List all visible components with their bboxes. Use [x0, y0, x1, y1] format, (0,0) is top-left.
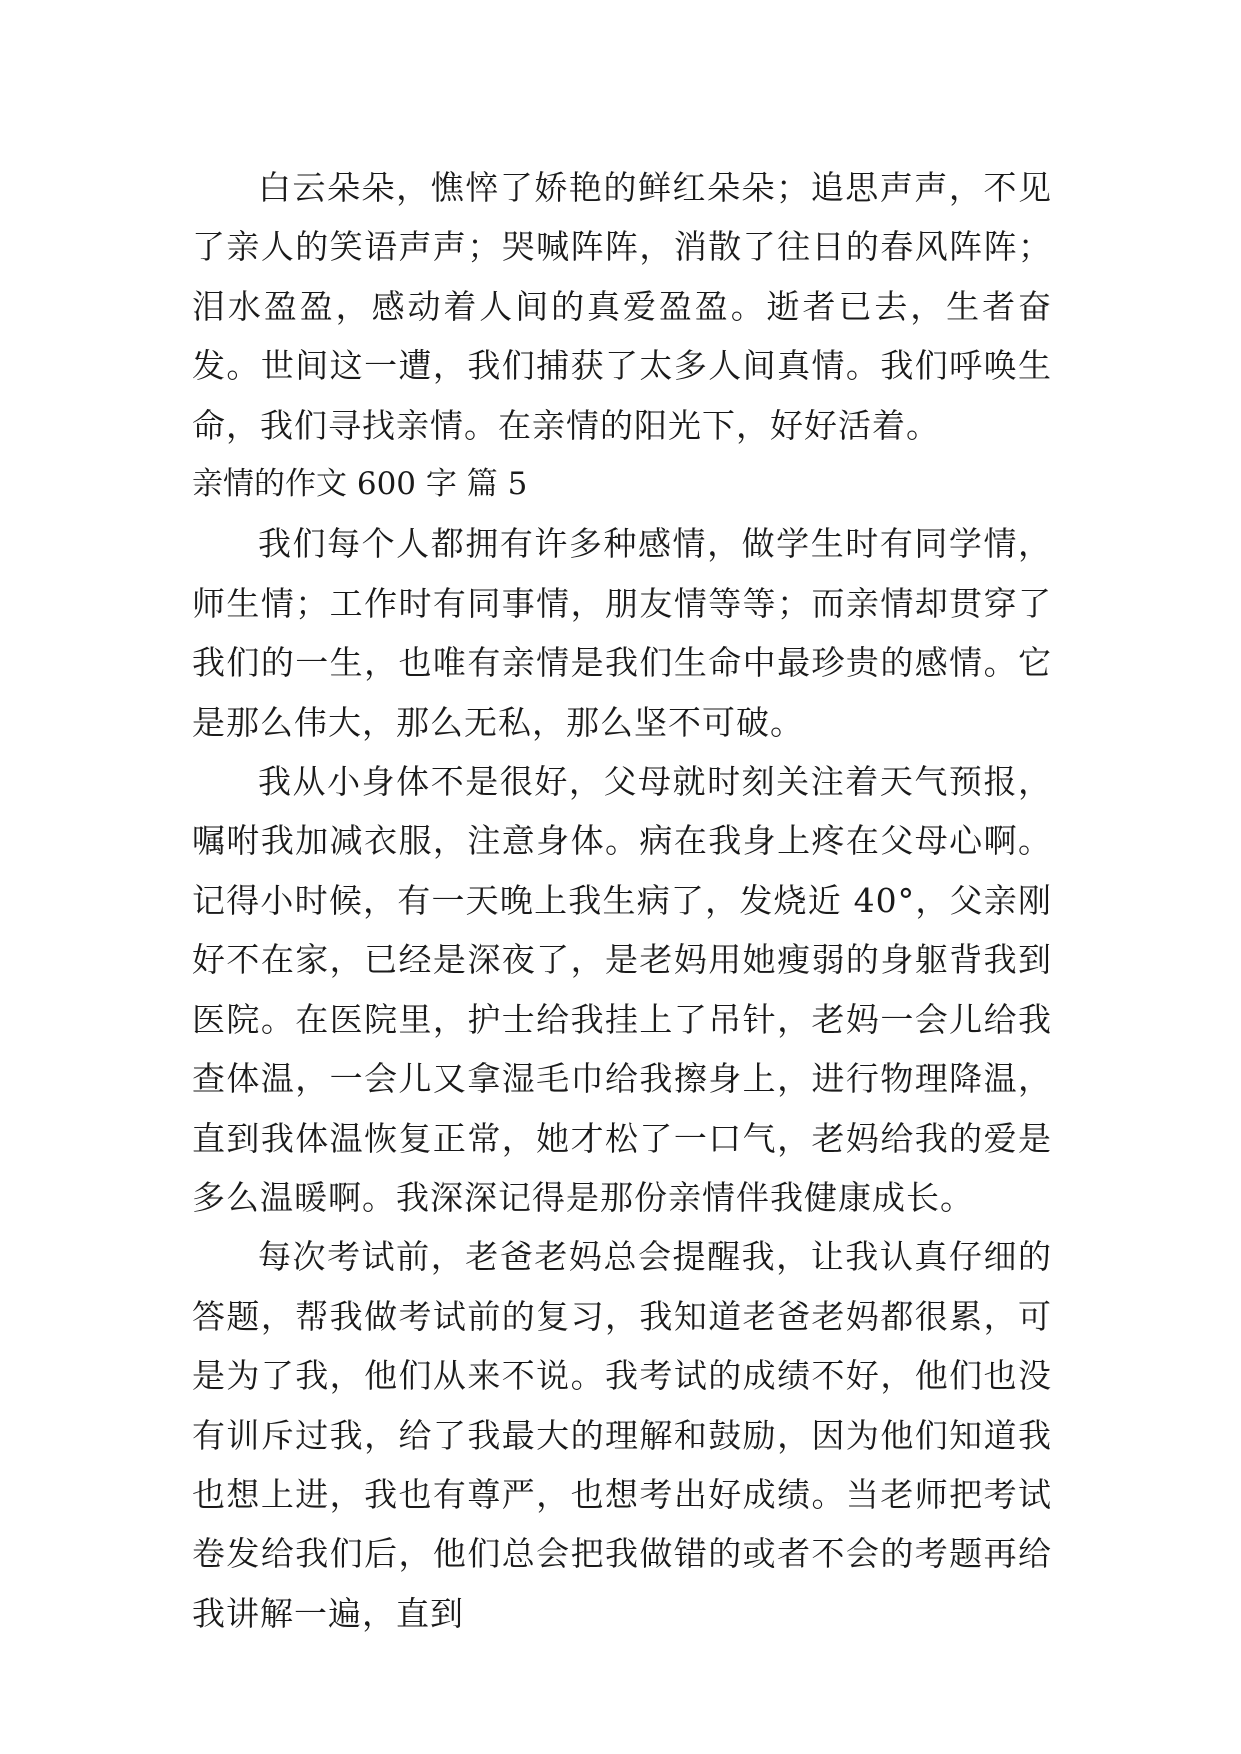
- document-body: [192, 158, 1052, 1643]
- paragraph: 我从小身体不是很好，父母就时刻关注着天气预报，嘱咐我加减衣服，注意身体。病在我身上疼在父母心啊。记得小时候，有一天晚上我生病了，发烧近 40°，父亲刚好不在家，已经是深夜了，是老妈用她瘦弱的身躯背我到医院。在医院里，护士给我挂上了吊针，老妈一会儿给我查体温，一会儿又拿湿毛巾给我擦身上，进行物理降温，直到我体温恢复正常，她才松了一口气，老妈给我的爱是多么温暖啊。我深深记得是那份亲情伴我健康成长。: [192, 762, 1052, 1217]
- paragraph: 白云朵朵，憔悴了娇艳的鲜红朵朵；追思声声，不见了亲人的笑语声声；哭喊阵阵，消散了往日的春风阵阵；泪水盈盈，感动着人间的真爱盈盈。逝者已去，生者奋发。世间这一遭，我们捕获了太多人间真情。我们呼唤生命，我们寻找亲情。在亲情的阳光下，好好活着。: [192, 168, 1052, 445]
- section-heading: 亲情的作文 600 字 篇 5: [192, 466, 528, 503]
- paragraph: 我们每个人都拥有许多种感情，做学生时有同学情，师生情；工作时有同事情，朋友情等等；而亲情却贯穿了我们的一生，也唯有亲情是我们生命中最珍贵的感情。它是那么伟大，那么无私，那么坚不可破。: [192, 524, 1052, 742]
- paragraph: 每次考试前，老爸老妈总会提醒我，让我认真仔细的答题，帮我做考试前的复习，我知道老爸老妈都很累，可是为了我，他们从来不说。我考试的成绩不好，他们也没有训斥过我，给了我最大的理解和鼓励，因为他们知道我也想上进，我也有尊严，也想考出好成绩。当老师把考试卷发给我们后，他们总会把我做错的或者不会的考题再给我讲解一遍，直到: [192, 1237, 1052, 1633]
